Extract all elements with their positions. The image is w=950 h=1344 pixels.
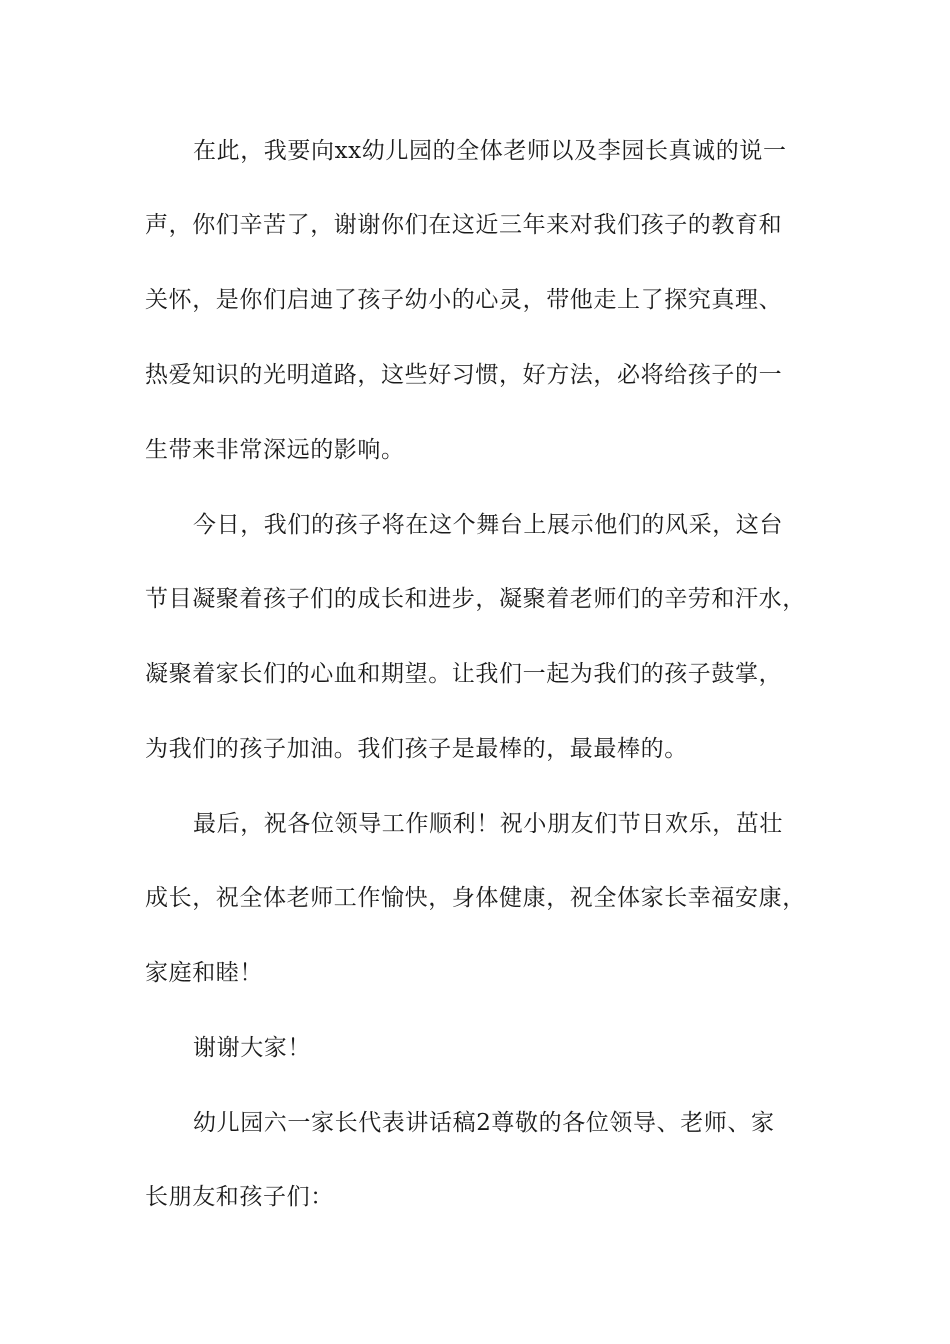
paragraph-2-line-2: 节目凝聚着孩子们的成长和进步，凝聚着老师们的辛劳和汗水， [145,586,806,612]
paragraph-1-line-2: 声，你们辛苦了，谢谢你们在这近三年来对我们孩子的教育和 [145,212,783,238]
paragraph-1-line-3: 关怀，是你们启迪了孩子幼小的心灵，带他走上了探究真理、 [145,287,783,313]
paragraph-4-line-1: 谢谢大家！ [193,1035,311,1061]
paragraph-3-line-3: 家庭和睦！ [145,960,263,986]
paragraph-5-line-1: 幼儿园六一家长代表讲话稿2尊敬的各位领导、老师、家 [193,1110,775,1136]
paragraph-3-line-1: 最后，祝各位领导工作顺利！祝小朋友们节日欢乐，茁壮 [193,811,783,837]
paragraph-2-line-4: 为我们的孩子加油。我们孩子是最棒的，最最棒的。 [145,736,688,762]
paragraph-1-line-1: 在此，我要向xx幼儿园的全体老师以及李园长真诚的说一 [193,138,787,164]
paragraph-1-line-4: 热爱知识的光明道路，这些好习惯，好方法，必将给孩子的一 [145,362,783,388]
paragraph-1-line-5: 生带来非常深远的影响。 [145,437,405,463]
paragraph-3-line-2: 成长，祝全体老师工作愉快，身体健康，祝全体家长幸福安康， [145,885,806,911]
paragraph-2-line-3: 凝聚着家长们的心血和期望。让我们一起为我们的孩子鼓掌， [145,661,783,687]
paragraph-5-line-2: 长朋友和孩子们： [145,1184,334,1210]
paragraph-2-line-1: 今日，我们的孩子将在这个舞台上展示他们的风采，这台 [193,512,783,538]
